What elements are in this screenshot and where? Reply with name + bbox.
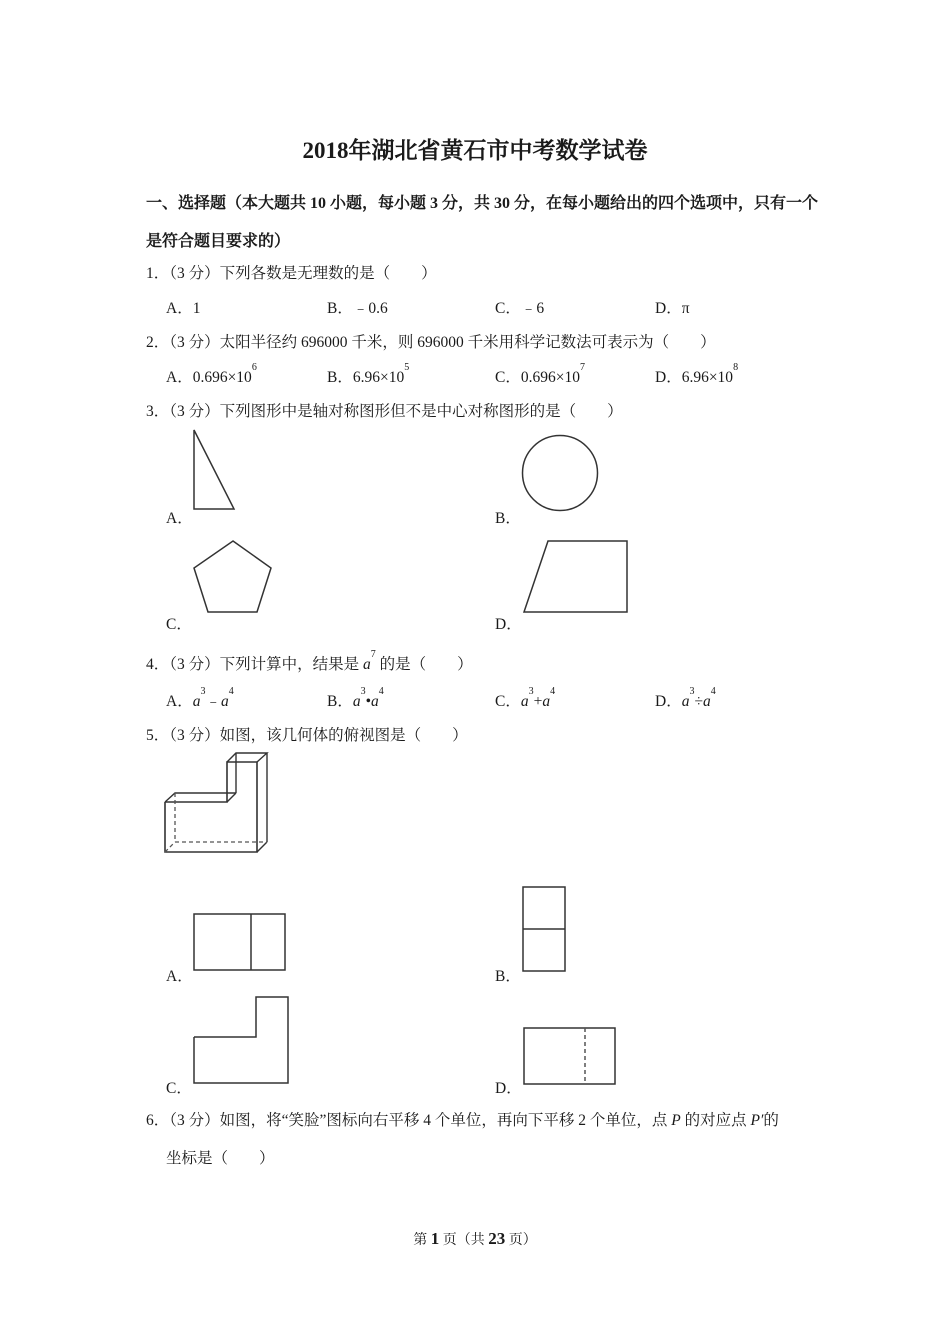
q4-stem: 4．（3 分）下列计算中，结果是 $a^7$ 的是（ ）: [146, 649, 473, 673]
q5-option-a: A．: [166, 968, 193, 985]
q5-option-c: C．: [166, 1080, 192, 1097]
page-footer: 第 1 页（共 23 页）: [413, 1229, 537, 1248]
q2-option-b: B．$6.96\times 10^5$: [327, 362, 410, 386]
q3-figure-circle: [520, 433, 602, 515]
q1-option-d: D．π: [655, 300, 690, 317]
q4-option-d: D．$a^3\div a^4$: [655, 686, 716, 710]
q3-stem: 3．（3 分）下列图形中是轴对称图形但不是中心对称图形的是（ ）: [146, 403, 623, 420]
q2-option-d: D．$6.96\times 10^8$: [655, 362, 739, 386]
q5-option-d: D．: [495, 1080, 522, 1097]
q6-stem: 6．（3 分）如图，将“笑脸”图标向右平移 4 个单位，再向下平移 2 个单位，点 P 的对应点 P′的: [146, 1112, 779, 1129]
q1-option-c: C．﹣6: [495, 300, 545, 317]
q4-option-c: C．$a^3+a^4$: [495, 686, 556, 710]
q3-option-a: A．: [166, 510, 193, 527]
page-title: 2018年湖北省黄石市中考数学试卷: [302, 138, 648, 163]
q4-option-a: A．$a^3﹣a^4$: [166, 686, 234, 710]
q3-option-c: C．: [166, 616, 192, 633]
q4-option-b: B．$a^3•a^4$: [327, 686, 384, 710]
q3-option-b: B．: [495, 510, 521, 527]
q5-option-b: B．: [495, 968, 521, 985]
section-heading-line1: 一、选择题（本大题共 10 小题，每小题 3 分，共 30 分，在每小题给出的四个选项中，只有一个: [146, 195, 819, 212]
q1-option-a: A．1: [166, 300, 201, 317]
q6-stem-line2: 坐标是（ ）: [166, 1150, 275, 1167]
q5-figure-a: [190, 910, 290, 974]
q1-option-b: B．﹣0.6: [327, 300, 388, 317]
q2-stem: 2．（3 分）太阳半径约 696000 千米，则 696000 千米用科学记数法可表示为（ ）: [146, 334, 716, 351]
q5-figure-c: [190, 993, 294, 1085]
q5-figure-d: [520, 1024, 620, 1086]
q2-option-a: A．$0.696\times 10^6$: [166, 362, 257, 386]
q3-figure-right-triangle: [190, 428, 240, 514]
q5-stem: 5．（3 分）如图，该几何体的俯视图是（ ）: [146, 727, 468, 744]
q3-figure-pentagon: [190, 538, 274, 616]
section-heading-line2: 是符合题目要求的）: [146, 233, 291, 250]
q1-stem: 1．（3 分）下列各数是无理数的是（ ）: [146, 265, 437, 282]
q3-figure-trapezoid: [520, 538, 632, 614]
q5-solid-figure: [160, 750, 275, 860]
q3-option-d: D．: [495, 616, 522, 633]
q5-figure-b: [520, 884, 570, 974]
q2-option-c: C．$0.696\times 10^7$: [495, 362, 585, 386]
